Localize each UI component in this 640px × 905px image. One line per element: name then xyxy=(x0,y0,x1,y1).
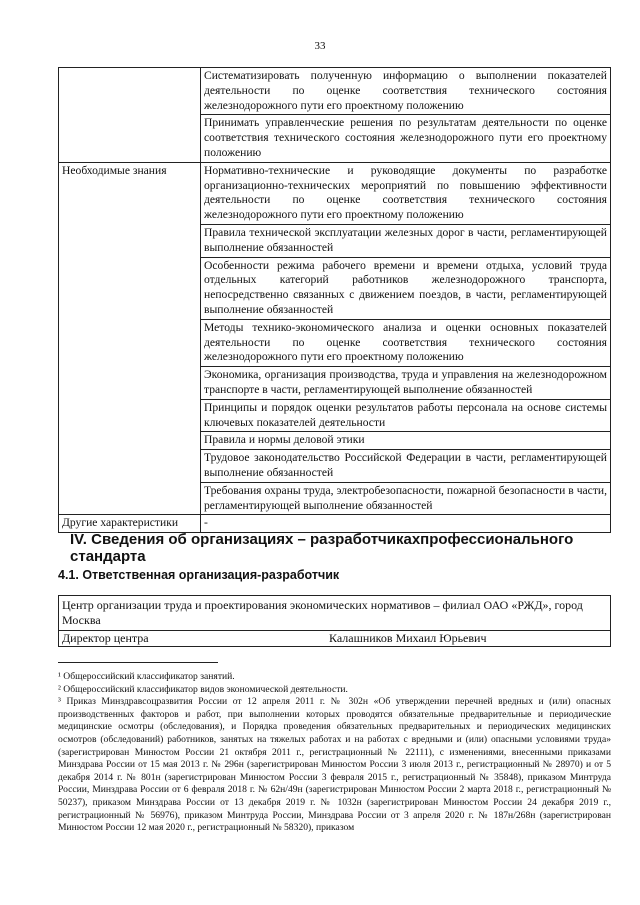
row-value: Экономика, организация производства, труда и управления на железнодорожном транспорте в части, регламентирующей выполнение обязанностей xyxy=(201,367,611,400)
row-value: Требования охраны труда, электробезопасности, пожарной безопасности в части, регламентирующей выполнение обязанностей xyxy=(201,482,611,515)
row-label xyxy=(59,450,201,483)
developer-head-name: Калашников Михаил Юрьевич xyxy=(329,631,487,645)
skills-knowledge-table xyxy=(58,67,611,533)
row-label xyxy=(59,482,201,515)
row-label xyxy=(59,68,201,115)
row-value: Трудовое законодательство Российской Федерации в части, регламентирующей выполнение обязанностей xyxy=(201,450,611,483)
footnote-1: ¹ Общероссийский классификатор занятий. xyxy=(58,671,235,682)
table-row xyxy=(59,319,611,366)
row-label xyxy=(59,367,201,400)
table-row xyxy=(59,115,611,162)
row-value: Принципы и порядок оценки результатов работы персонала на основе системы ключевых показателей деятельности xyxy=(201,399,611,432)
footnote-separator xyxy=(58,662,218,663)
row-value: Правила и нормы деловой этики xyxy=(201,432,611,450)
row-label xyxy=(59,399,201,432)
section-title: IV. Сведения об организациях – разработчикахпрофессионального стандарта xyxy=(70,531,574,565)
table-row xyxy=(59,367,611,400)
row-value: Особенности режима рабочего времени и времени отдыха, условий труда отдельных категорий работников железнодорожного транспорта, непосредственно связанных с движением поездов, в части, регламентирующей выполнение обязанностей xyxy=(201,257,611,319)
table-row xyxy=(59,399,611,432)
footnote-3: ³ Приказ Минздравсоцразвития России от 12 апреля 2011 г. № 302н «Об утверждении перечней вредных и (или) опасных производственных факторов и работ, при выполнении которых проводятся обязательные предварительные и периодические медицинские осмотры (обследования), и Порядка проведения обязательных предварительных и периодических медицинских осмотров (обследований) работников, занятых на тяжелых работах и на работах с вредными и (или) опасными условиями труда» (зарегистрирован Минюстом России 21 октября 2011 г., регистрационный № 22111), с изменениями, внесенными приказами Минздрава России от 15 мая 2013 г. № 296н (зарегистрирован Минюстом России 3 июля 2013 г., регистрационный № 28970) и от 5 декабря 2014 г. № 801н (зарегистрирован Минюстом России 3 февраля 2015 г., регистрационный № 35848), приказом Минтруда России, Минздрава России от 6 февраля 2018 г. № 62н/49н (зарегистрирован Минюстом России 2 марта 2018 г., регистрационный № 50237), приказом Минздрава России от 13 декабря 2019 г. № 1032н (зарегистрирован Минюстом России 24 декабря 2019 г., регистрационный № 56976), приказом Минтруда России, Минздрава России от 3 апреля 2020 г. № 187н/268н (зарегистрирован Минюстом России 12 мая 2020 г., регистрационный № 58320), приказом xyxy=(58,696,611,834)
developer-head-row xyxy=(59,631,610,646)
row-label: Необходимые знания xyxy=(59,162,201,224)
footnotes xyxy=(58,671,611,835)
table-row xyxy=(59,68,611,115)
row-value: Нормативно-технические и руководящие документы по разработке организационно-технических мероприятий по повышению эффективности деятельности по оценке соответствия технического состояния железнодорожного пути его проектному положению xyxy=(201,162,611,224)
row-label xyxy=(59,115,201,162)
row-label xyxy=(59,432,201,450)
row-label xyxy=(59,319,201,366)
table-row xyxy=(59,162,611,224)
row-value: Принимать управленческие решения по результатам деятельности по оценке соответствия технического состояния железнодорожного пути его проектному положению xyxy=(201,115,611,162)
row-label xyxy=(59,257,201,319)
table-row xyxy=(59,257,611,319)
developer-org-name: Центр организации труда и проектирования экономических нормативов – филиал ОАО «РЖД», город Москва xyxy=(59,596,610,631)
developer-organization-box xyxy=(58,595,611,647)
page-number: 33 xyxy=(314,40,326,52)
subsection-title: 4.1. Ответственная организация-разработчик xyxy=(58,568,340,582)
table-row xyxy=(59,515,611,533)
row-label xyxy=(59,224,201,257)
row-value: Методы технико-экономического анализа и оценки основных показателей деятельности по оценке соответствия технического состояния железнодорожного пути его проектному положению xyxy=(201,319,611,366)
table-row xyxy=(59,224,611,257)
developer-position: Директор центра xyxy=(62,631,149,645)
table-row xyxy=(59,432,611,450)
footnote-2: ² Общероссийский классификатор видов экономической деятельности. xyxy=(58,683,348,695)
row-value: - xyxy=(201,515,611,533)
table-row xyxy=(59,482,611,515)
table-row xyxy=(59,450,611,483)
row-value: Правила технической эксплуатации железных дорог в части, регламентирующей выполнение обязанностей xyxy=(201,224,611,257)
row-value: Систематизировать полученную информацию о выполнении показателей деятельности по оценке соответствия технического состояния железнодорожного пути его проектному положению xyxy=(201,68,611,115)
row-label: Другие характеристики xyxy=(59,515,201,533)
